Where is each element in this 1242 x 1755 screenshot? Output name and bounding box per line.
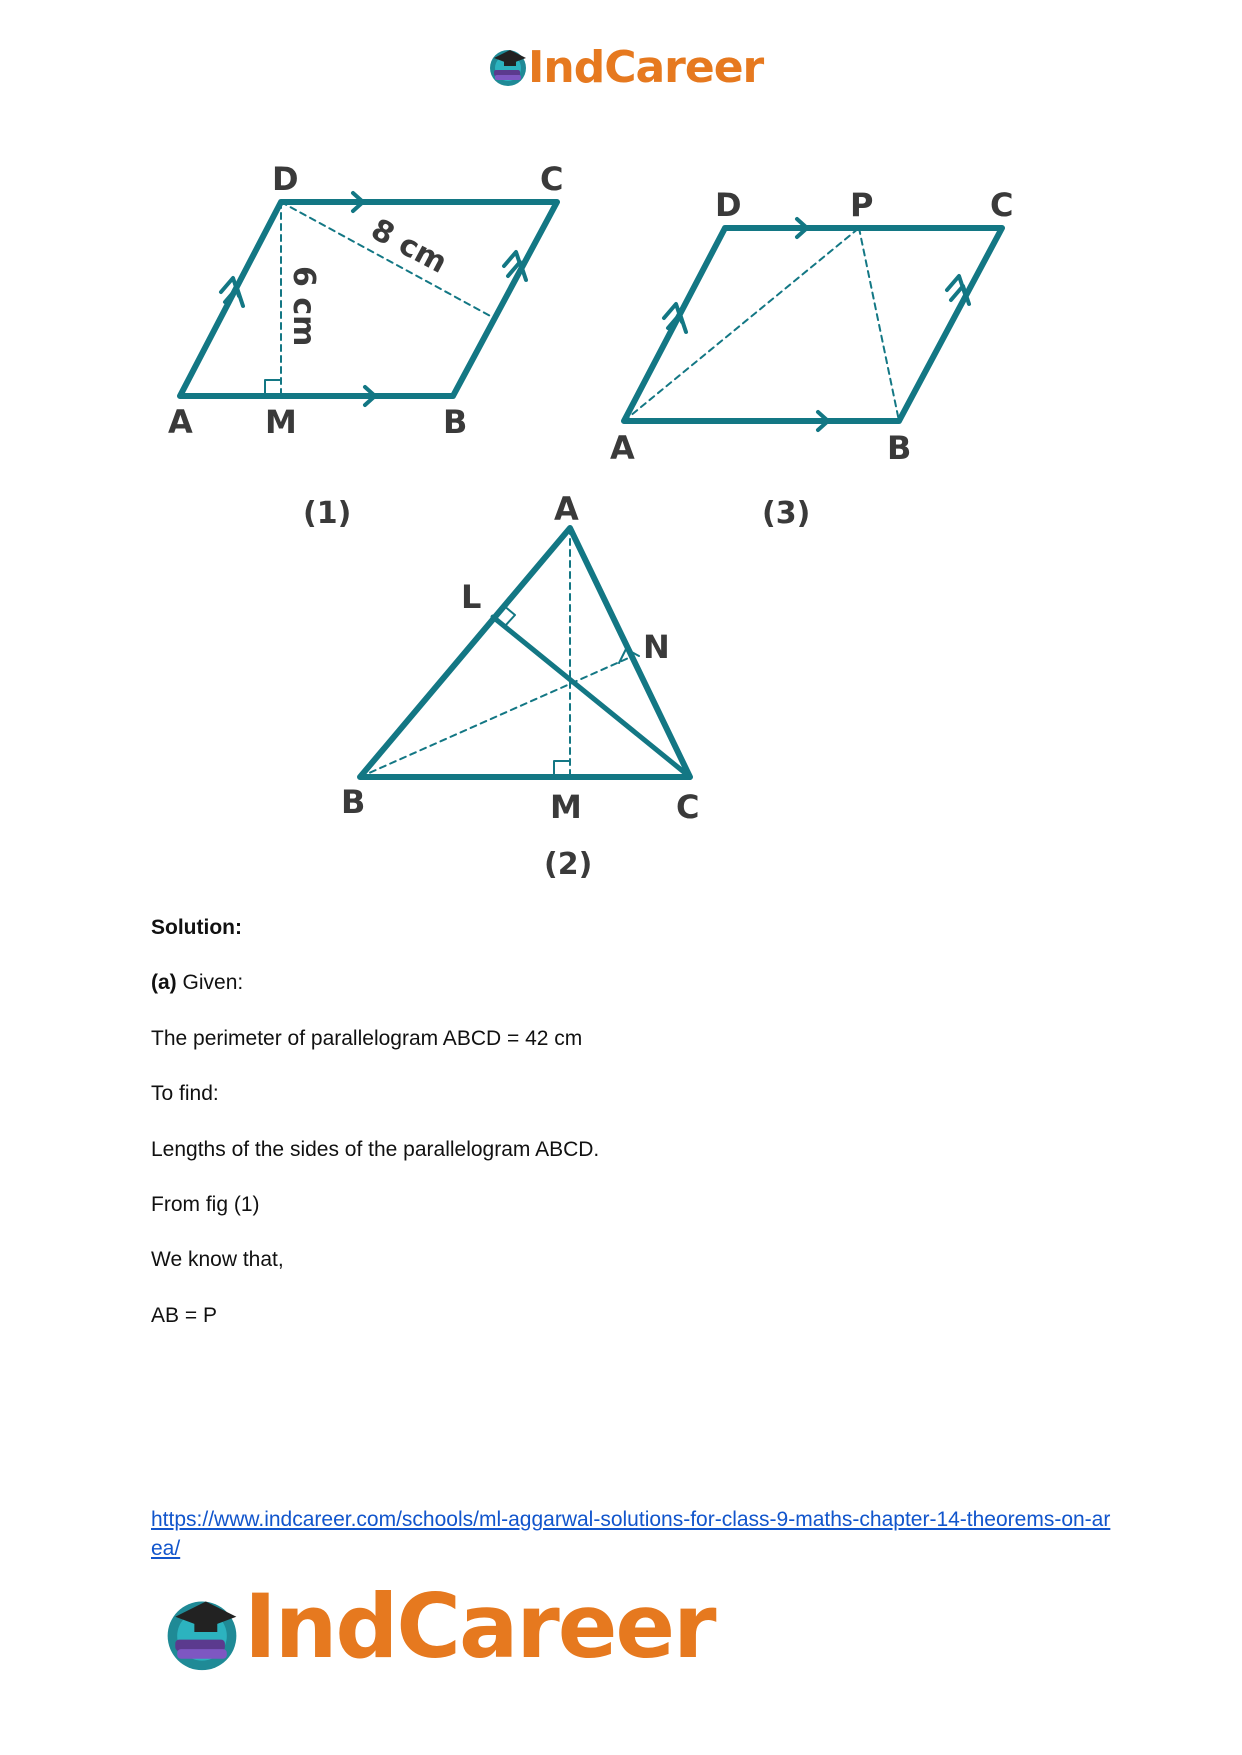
fig3-label-A: A xyxy=(610,429,635,467)
fig2-label-C: C xyxy=(676,788,700,826)
ab-equals-line: AB = P xyxy=(151,1304,217,1327)
graduation-globe-icon xyxy=(160,1590,244,1674)
to-find-line: To find: xyxy=(151,1082,219,1105)
fig1-label-M: M xyxy=(265,403,297,441)
figure-3-parallelogram xyxy=(624,219,1002,430)
fig3-label-P: P xyxy=(850,186,874,224)
header-logo[interactable] xyxy=(486,38,766,98)
footer-logo[interactable] xyxy=(160,1575,720,1678)
fig3-label-D: D xyxy=(715,186,742,224)
fig2-label-L: L xyxy=(461,578,482,616)
fig2-label-B: B xyxy=(341,783,366,821)
lengths-line: Lengths of the sides of the parallelogram ABCD. xyxy=(151,1138,600,1161)
fig3-caption: (3) xyxy=(762,496,811,531)
fig1-height-label: 6 cm xyxy=(286,266,321,347)
fig2-label-A: A xyxy=(554,490,579,528)
source-link[interactable]: https://www.indcareer.com/schools/ml-aggarwal-solutions-for-class-9-maths-chapter-14-theorems-on-area/ xyxy=(151,1508,1111,1560)
fig3-label-B: B xyxy=(887,429,912,467)
footer-logo-text: IndCareer xyxy=(244,1575,715,1678)
fig1-label-C: C xyxy=(540,160,564,198)
fig3-label-C: C xyxy=(990,186,1014,224)
figure-2-triangle xyxy=(360,528,690,777)
we-know-line: We know that, xyxy=(151,1248,284,1271)
fig1-label-D: D xyxy=(272,160,299,198)
fig2-label-M: M xyxy=(550,788,582,826)
fig1-label-B: B xyxy=(443,403,468,441)
given-label: Given: xyxy=(182,971,244,994)
header-logo-text: IndCareer xyxy=(528,42,764,93)
figure-1-parallelogram xyxy=(180,193,557,405)
fig1-caption: (1) xyxy=(303,496,352,531)
perimeter-line: The perimeter of parallelogram ABCD = 42 cm xyxy=(151,1027,583,1050)
part-a-label: (a) xyxy=(151,971,177,994)
geometry-figures xyxy=(150,150,1050,890)
fig1-label-A: A xyxy=(168,403,193,441)
graduation-globe-icon xyxy=(486,44,530,88)
fig2-caption: (2) xyxy=(544,847,593,882)
solution-heading: Solution: xyxy=(151,916,242,939)
figure-3-labels xyxy=(610,186,1013,531)
fig1-diagonal-label: 8 cm xyxy=(365,212,453,281)
from-fig-line: From fig (1) xyxy=(151,1193,260,1216)
part-a-line xyxy=(151,969,243,997)
figure-1-labels xyxy=(168,160,563,531)
fig2-label-N: N xyxy=(643,628,670,666)
